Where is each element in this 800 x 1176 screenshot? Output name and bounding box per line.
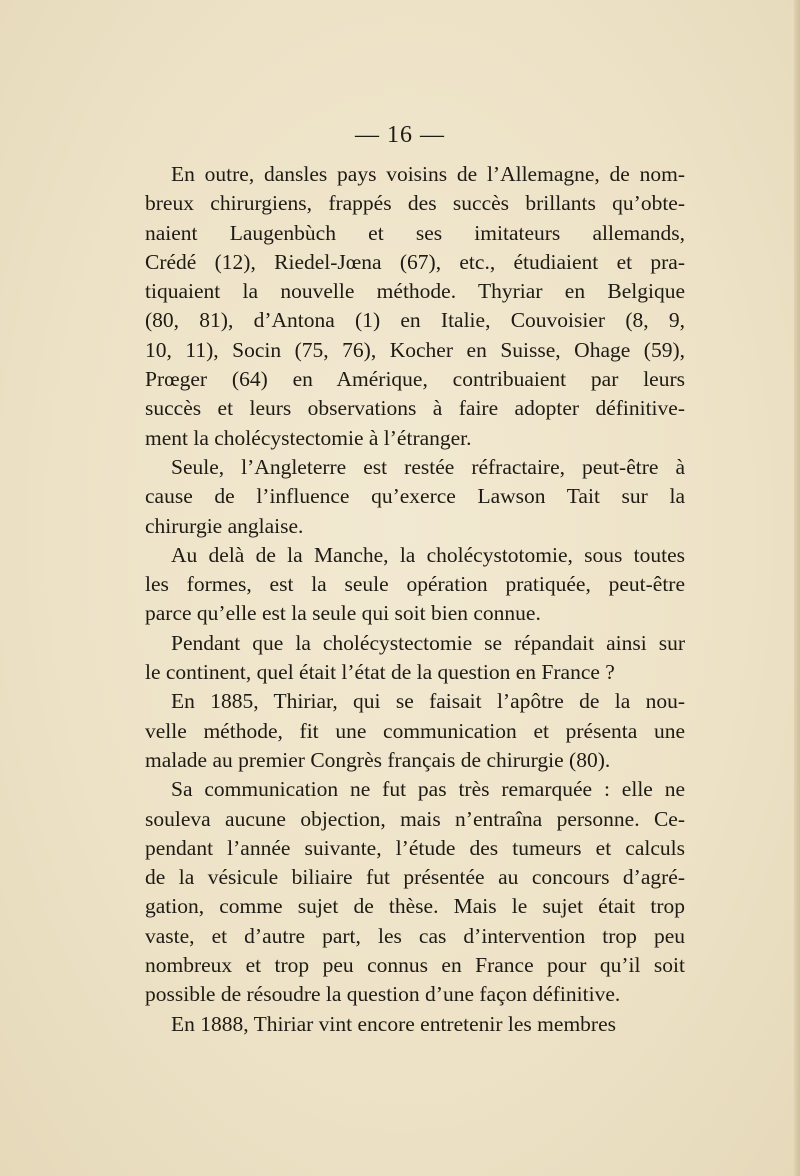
text-line: naient Laugenbùch et ses imitateurs allemands, — [145, 220, 685, 245]
text-line: Sa communication ne fut pas très remarquée : elle ne — [171, 777, 685, 802]
text-line: cause de l’influence qu’exerce Lawson Tait sur la — [145, 484, 685, 509]
text-line: Pendant que la cholécystectomie se répandait ainsi sur — [171, 630, 685, 655]
text-line: En 1885, Thiriar, qui se faisait l’apôtre de la nou- — [171, 689, 685, 714]
text-line: gation, comme sujet de thèse. Mais le sujet était trop — [145, 894, 685, 919]
text-line: chirurgie anglaise. — [145, 513, 304, 538]
text-line: En 1888, Thiriar vint encore entretenir les membres — [171, 1011, 616, 1036]
text-line: de la vésicule biliaire fut présentée au concours d’agré- — [145, 865, 685, 890]
text-line: parce qu’elle est la seule qui soit bien connue. — [145, 601, 541, 626]
text-line: possible de résoudre la question d’une façon définitive. — [145, 982, 621, 1007]
text-line: (80, 81), d’Antona (1) en Italie, Couvoisier (8, 9, — [145, 308, 685, 333]
text-line: les formes, est la seule opération pratiquée, peut-être — [145, 572, 685, 597]
text-line: succès et leurs observations à faire adopter définitive- — [145, 396, 685, 421]
text-line: nombreux et trop peu connus en France pour qu’il soit — [145, 953, 685, 978]
text-line: le continent, quel était l’état de la question en France ? — [145, 660, 615, 685]
text-line: breux chirurgiens, frappés des succès brillants qu’obte- — [145, 191, 685, 216]
text-line: ment la cholécystectomie à l’étranger. — [145, 425, 472, 450]
text-line: Seule, l’Angleterre est restée réfractaire, peut-être à — [171, 454, 685, 479]
text-line: pendant l’année suivante, l’étude des tumeurs et calculs — [145, 835, 685, 860]
text-line: tiquaient la nouvelle méthode. Thyriar en Belgique — [145, 279, 685, 304]
text-line: velle méthode, fit une communication et présenta une — [145, 718, 685, 743]
text-line: En outre, dansles pays voisins de l’Allemagne, de nom- — [171, 162, 685, 186]
text-line: vaste, et d’autre part, les cas d’intervention trop peu — [145, 923, 685, 948]
text-line: Au delà de la Manche, la cholécystotomie, sous toutes — [171, 542, 685, 567]
body-text — [145, 160, 685, 1039]
text-line: souleva aucune objection, mais n’entraîna personne. Ce- — [145, 806, 685, 831]
text-line: malade au premier Congrès français de chirurgie (80). — [145, 747, 611, 772]
text-line: Prœger (64) en Amérique, contribuaient par leurs — [145, 367, 685, 392]
page-edge — [794, 0, 800, 1176]
text-line: 10, 11), Socin (75, 76), Kocher en Suisse, Ohage (59), — [145, 337, 685, 362]
page-number: — 16 — — [355, 122, 445, 148]
text-line: Crédé (12), Riedel-Jœna (67), etc., étudiaient et pra- — [145, 249, 685, 274]
